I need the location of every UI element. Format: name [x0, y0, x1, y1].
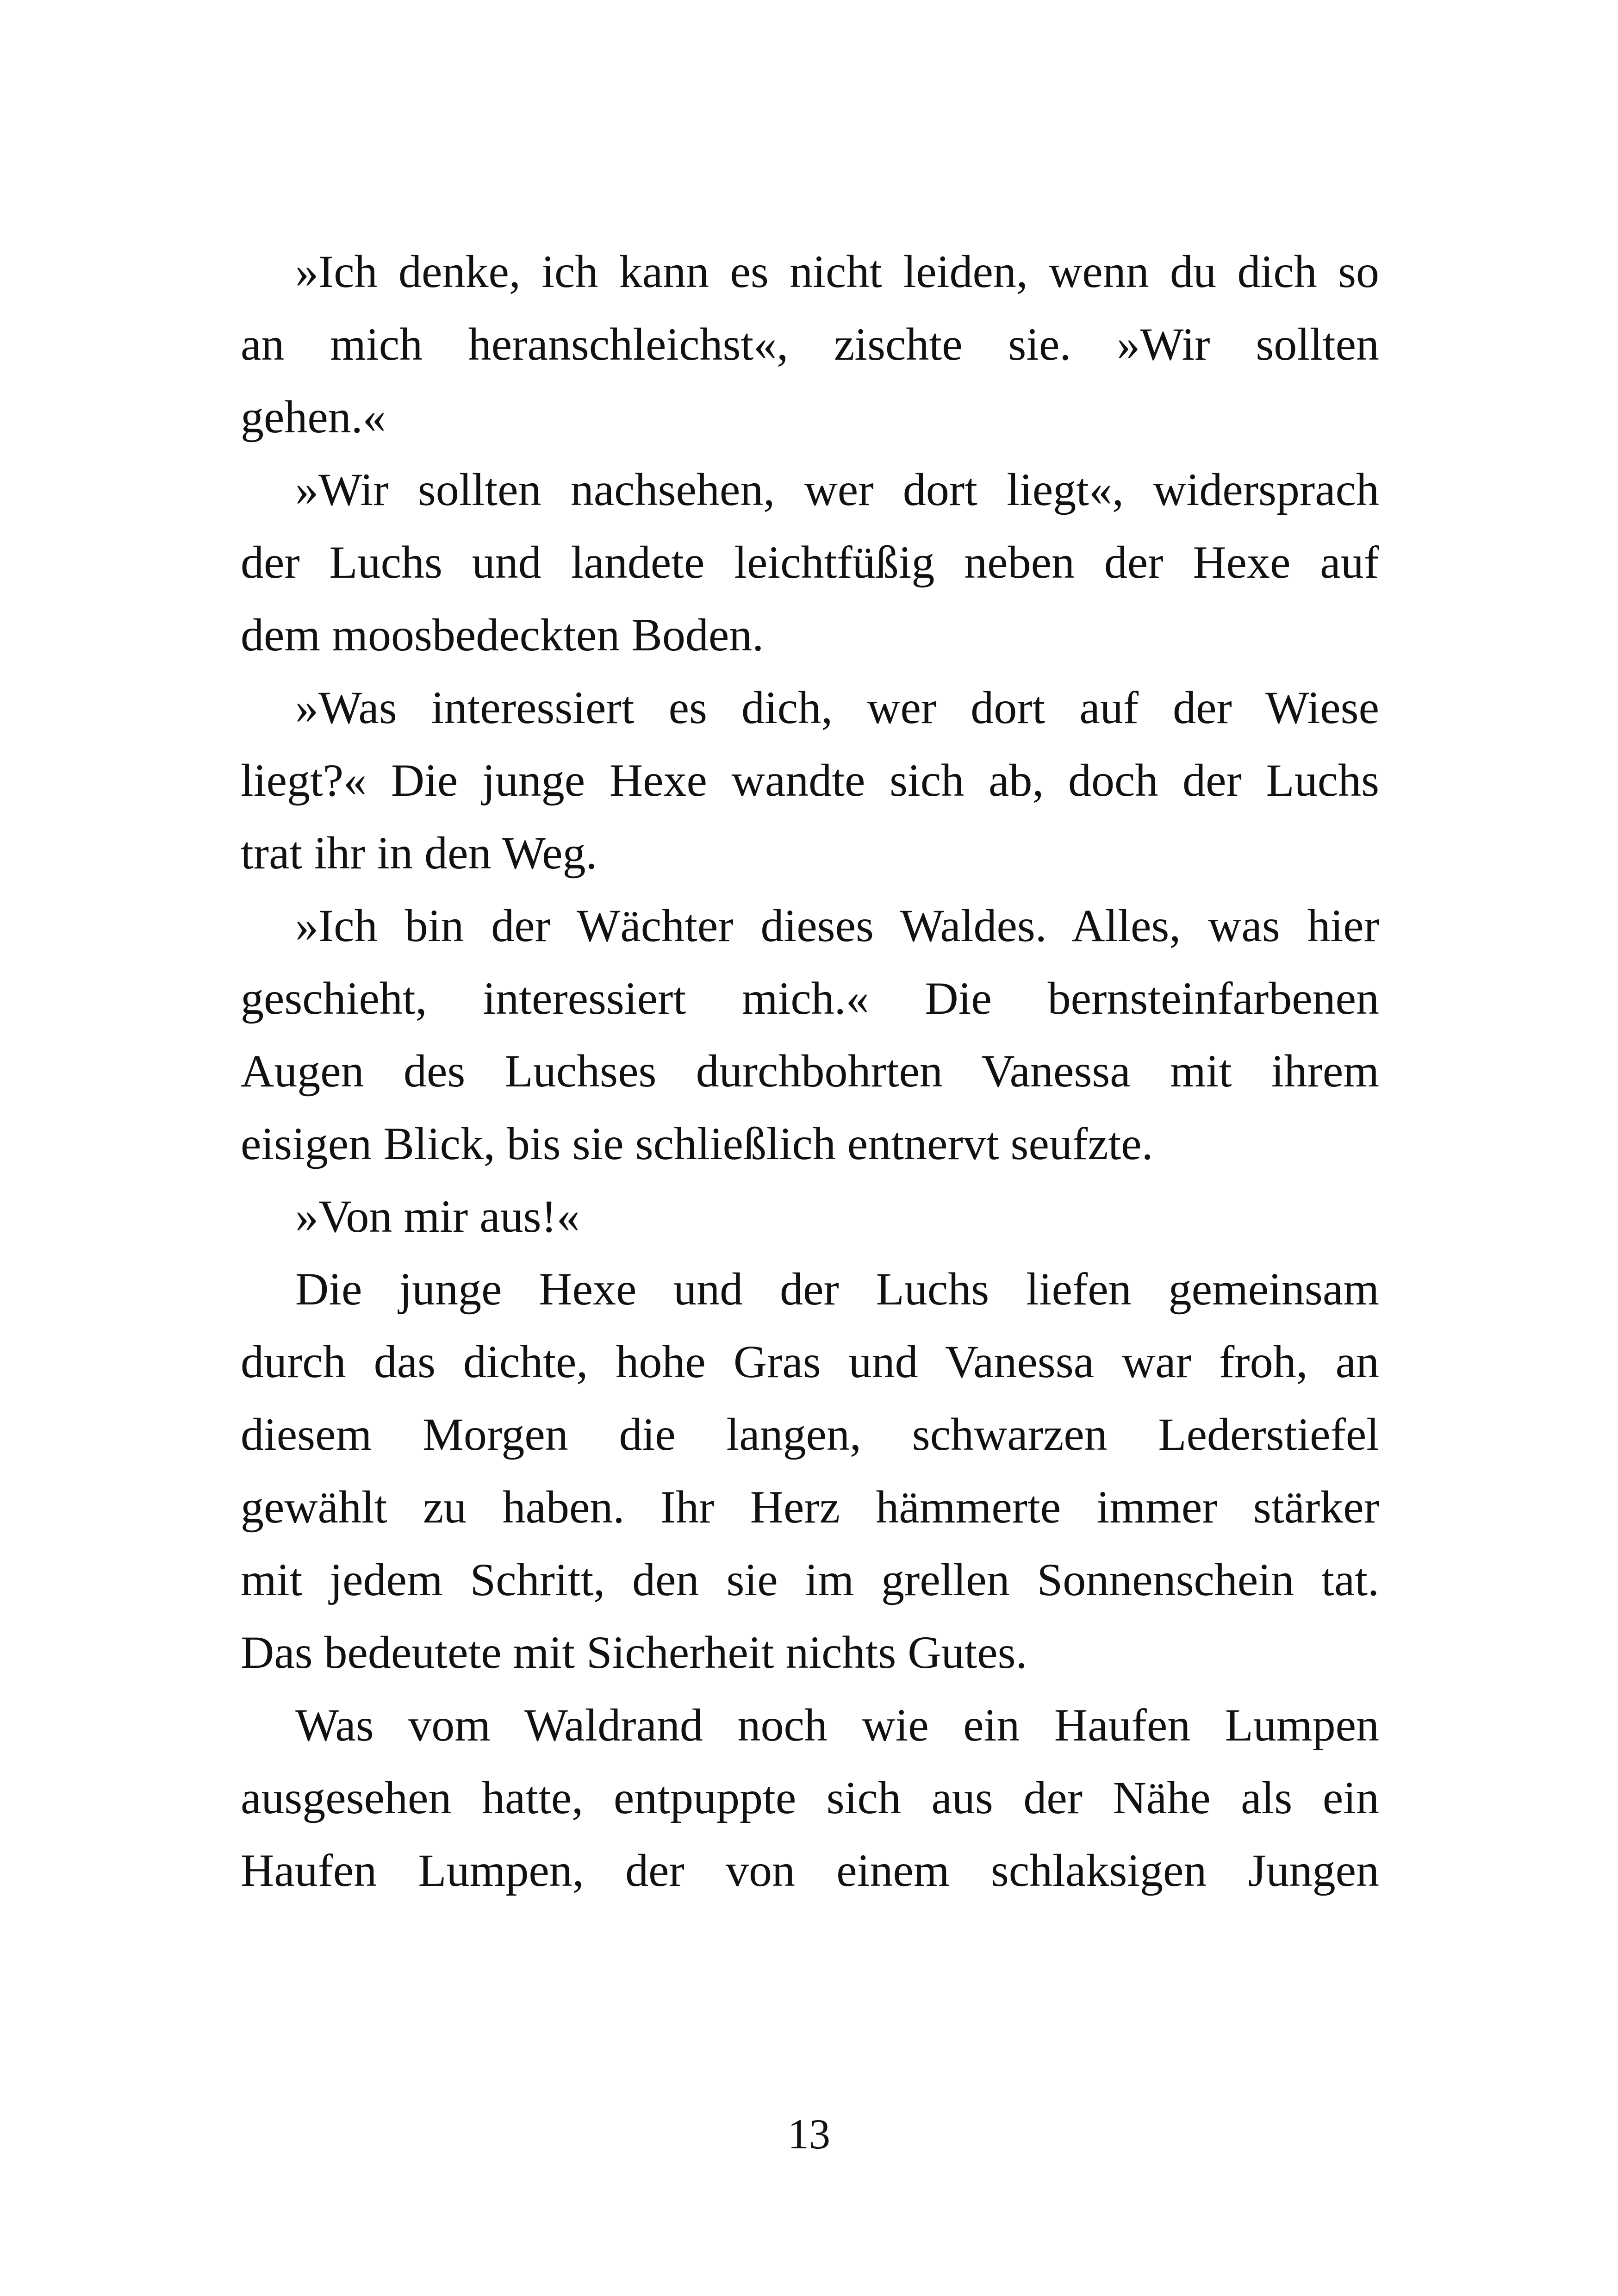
text-line: Die junge Hexe und der Luchs liefen gemeinsam — [295, 1263, 1379, 1315]
text-line: eisigen Blick, bis sie schließlich entnervt seufzte. — [241, 1118, 1153, 1169]
text-line: Was vom Waldrand noch wie ein Haufen Lumpen — [295, 1699, 1379, 1751]
text-line: Das bedeutete mit Sicherheit nichts Gutes. — [241, 1627, 1027, 1678]
text-line: »Ich bin der Wächter dieses Waldes. Alles, was hier — [295, 900, 1379, 951]
text-line: »Ich denke, ich kann es nicht leiden, wenn du dich so — [295, 246, 1379, 297]
text-line: liegt?« Die junge Hexe wandte sich ab, doch der Luchs — [241, 755, 1379, 806]
text-line: »Wir sollten nachsehen, wer dort liegt«, widersprach — [295, 464, 1379, 515]
text-line: diesem Morgen die langen, schwarzen Lederstiefel — [241, 1409, 1379, 1460]
text-line: trat ihr in den Weg. — [241, 827, 597, 879]
text-line: ausgesehen hatte, entpuppte sich aus der Nähe als ein — [241, 1772, 1379, 1823]
text-line: gehen.« — [241, 391, 386, 443]
text-line: der Luchs und landete leichtfüßig neben der Hexe auf — [241, 537, 1379, 588]
text-line: »Was interessiert es dich, wer dort auf der Wiese — [295, 682, 1379, 733]
text-line: Haufen Lumpen, der von einem schlaksigen Jungen — [241, 1845, 1379, 1896]
text-line: gewählt zu haben. Ihr Herz hämmerte immer stärker — [241, 1481, 1379, 1533]
text-line: durch das dichte, hohe Gras und Vanessa war froh, an — [241, 1336, 1379, 1387]
page-number: 13 — [788, 2110, 830, 2158]
body-text — [241, 235, 1379, 1907]
text-line: geschieht, interessiert mich.« Die bernsteinfarbenen — [241, 973, 1379, 1024]
text-line: dem moosbedeckten Boden. — [241, 609, 764, 661]
text-line: mit jedem Schritt, den sie im grellen Sonnenschein tat. — [241, 1554, 1379, 1605]
text-line: Augen des Luchses durchbohrten Vanessa mit ihrem — [241, 1045, 1379, 1097]
text-line: an mich heranschleichst«, zischte sie. »Wir sollten — [241, 318, 1379, 370]
text-line: »Von mir aus!« — [295, 1191, 580, 1242]
